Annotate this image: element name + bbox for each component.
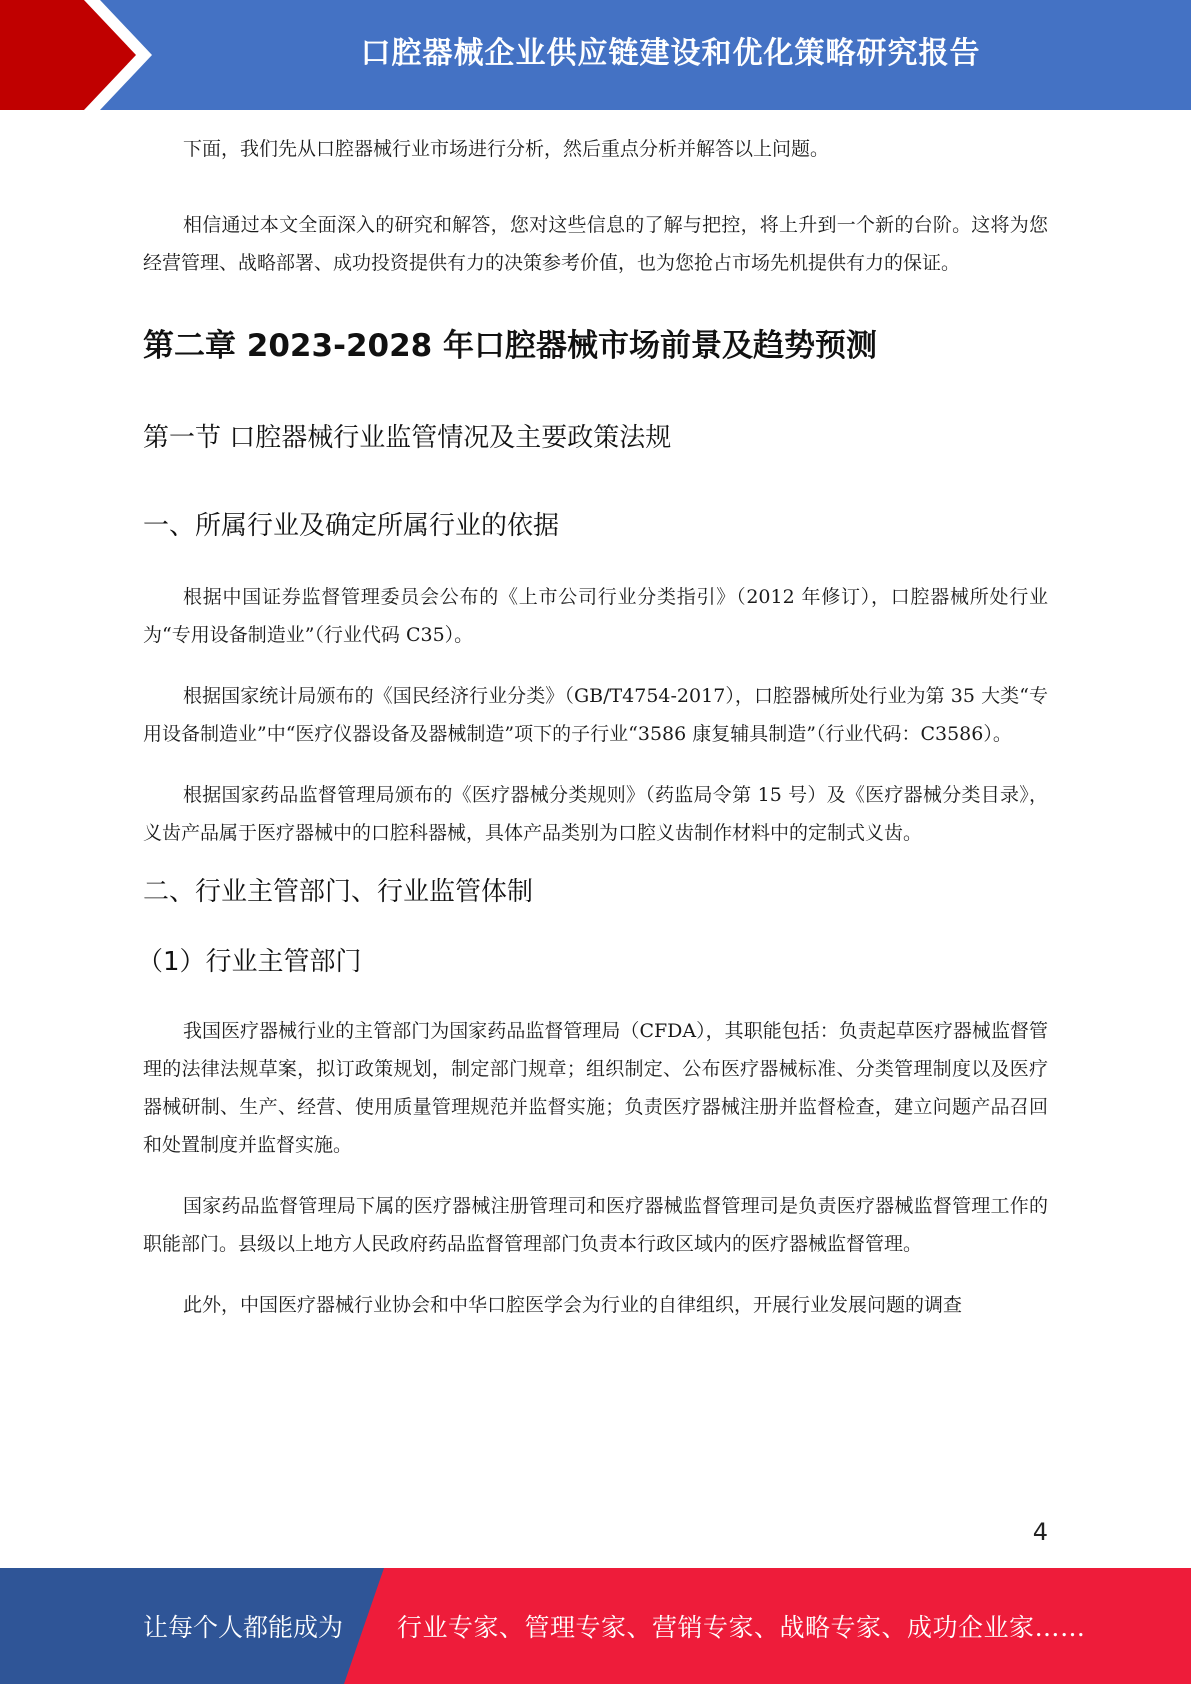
subsection-2-paragraph-3: 此外，中国医疗器械行业协会和中华口腔医学会为行业的自律组织，开展行业发展问题的调查 (183, 1294, 963, 1316)
header-banner (0, 0, 1191, 110)
subsection-title-1: 一、所属行业及确定所属行业的依据 (143, 511, 560, 541)
subsection-1-paragraph-3: 根据国家药品监督管理局颁布的《医疗器械分类规则》（药监局令第 15 号）及《医疗器械分类目录》，义齿产品属于医疗器械中的口腔科器械，具体产品类别为口腔义齿制作材料中的定制式义齿。 (143, 784, 1048, 844)
subsection-1-paragraph-1: 根据中国证券监督管理委员会公布的《上市公司行业分类指引》（2012 年修订），口腔器械所处行业为“专用设备制造业”（行业代码 C35）。 (143, 586, 1048, 646)
report-title: 口腔器械企业供应链建设和优化策略研究报告 (360, 36, 981, 71)
page-number: 4 (1032, 1518, 1048, 1546)
subsection-1-paragraph-2: 根据国家统计局颁布的《国民经济行业分类》（GB/T4754-2017），口腔器械所处行业为第 35 大类“专用设备制造业”中“医疗仪器设备及器械制造”项下的子行业“3586 康复辅具制造”（行业代码：C3586）。 (143, 685, 1048, 745)
section-title: 第一节 口腔器械行业监管情况及主要政策法规 (143, 423, 672, 453)
intro-paragraph-1: 下面，我们先从口腔器械行业市场进行分析，然后重点分析并解答以上问题。 (183, 138, 830, 160)
subsection-title-2: 二、行业主管部门、行业监管体制 (143, 877, 534, 907)
intro-paragraph-2: 相信通过本文全面深入的研究和解答，您对这些信息的了解与把控，将上升到一个新的台阶。这将为您经营管理、战略部署、成功投资提供有力的决策参考价值，也为您抢占市场先机提供有力的保证。 (143, 214, 1048, 274)
footer-slogan-left: 让每个人都能成为 (143, 1613, 344, 1642)
subsection-2-paragraph-1: 我国医疗器械行业的主管部门为国家药品监督管理局（CFDA），其职能包括：负责起草医疗器械监督管理的法律法规草案，拟订政策规划，制定部门规章；组织制定、公布医疗器械标准、分类管理制度以及医疗器械研制、生产、经营、使用质量管理规范并监督实施；负责医疗器械注册并监督检查，建立问题产品召回和处置制度并监督实施。 (143, 1020, 1048, 1156)
subsubsection-title: （1）行业主管部门 (137, 947, 362, 977)
chapter-title: 第二章 2023-2028 年口腔器械市场前景及趋势预测 (143, 328, 878, 364)
subsection-2-paragraph-2: 国家药品监督管理局下属的医疗器械注册管理司和医疗器械监督管理司是负责医疗器械监督管理工作的职能部门。县级以上地方人民政府药品监督管理部门负责本行政区域内的医疗器械监督管理。 (143, 1195, 1048, 1255)
footer-slogan-right: 行业专家、管理专家、营销专家、战略专家、成功企业家…… (397, 1613, 1086, 1642)
document-body (137, 130, 1048, 1324)
footer-banner (0, 1568, 1191, 1684)
